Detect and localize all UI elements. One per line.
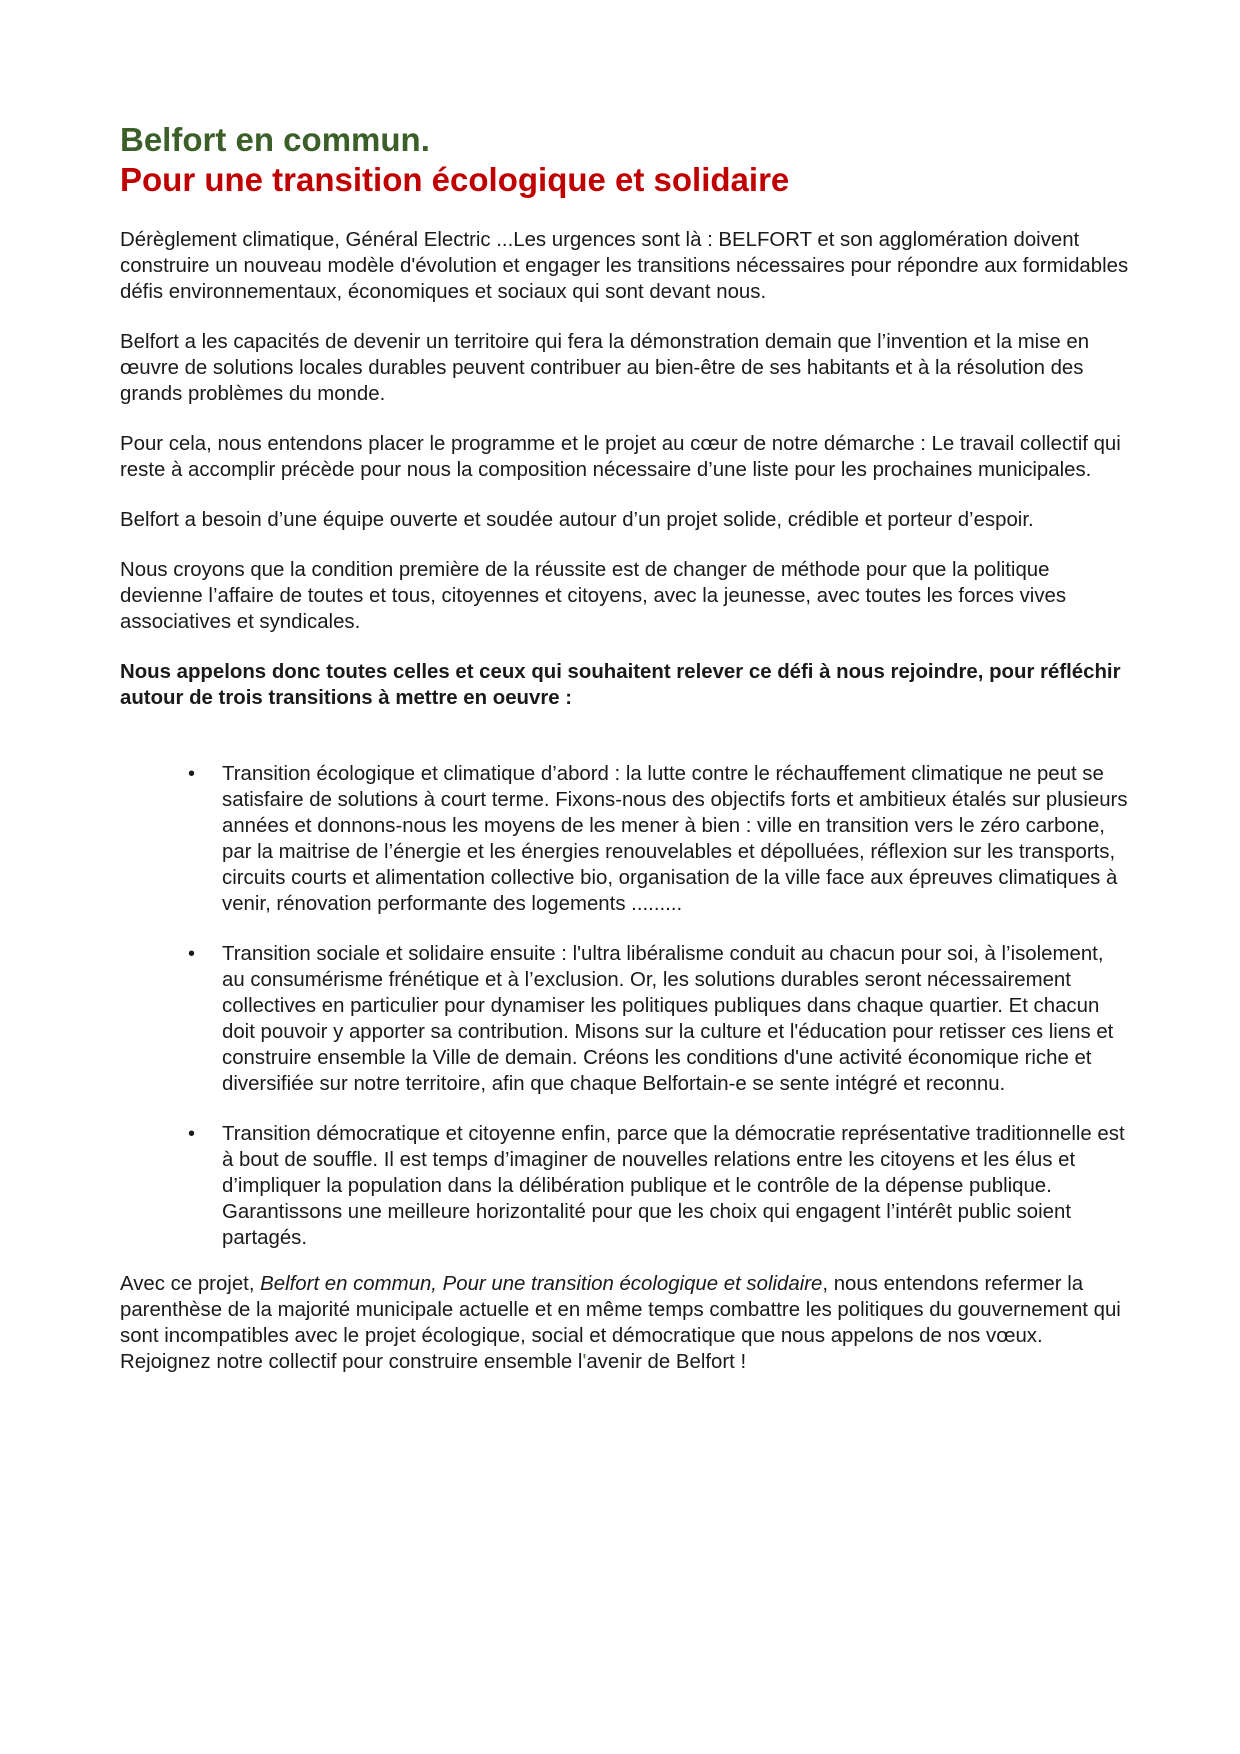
closing-suffix: , nous entendons refermer la parenthèse de la majorité municipale actuelle et en même temps combattre les politiques du gouvernement qui sont incompatibles avec le projet écologique, social et démocratique que nous appelons de nos vœux. (120, 1273, 1121, 1347)
call-to-action: Nous appelons donc toutes celles et ceux qui souhaitent relever ce défi à nous rejoindre, pour réfléchir autour de trois transitions à mettre en oeuvre : (120, 661, 1121, 709)
list-item-text: Transition sociale et solidaire ensuite : l'ultra libéralisme conduit au chacun pour soi, à l’isolement, au consumérisme frénétique et à l’exclusion. Or, les solutions durables seront nécessairement collectives en particulier pour dynamiser les politiques publiques dans chaque quartier. Et chacun doit pouvoir y apporter sa contribution. Misons sur la culture et l'éducation pour retisser ces liens et construire ensemble la Ville de demain. Créons les conditions d'une activité économique riche et diversifiée sur notre territoire, afin que chaque Belfortain-e se sente intégré et reconnu. (222, 943, 1114, 1095)
title-line-1: Belfort en commun. (120, 121, 430, 158)
bullet-icon: • (188, 763, 196, 785)
document-page (120, 120, 1130, 1375)
list-item-democratic (120, 1121, 1130, 1251)
closing-final-line (120, 1349, 1130, 1375)
bullet-icon: • (188, 943, 196, 965)
list-item-text: Transition écologique et climatique d’abord : la lutte contre le réchauffement climatique ne peut se satisfaire de solutions à court terme. Fixons-nous des objectifs forts et ambitieux étalés sur plusieurs années et donnons-nous les moyens de les mener à bien : ville en transition vers le zéro carbone, par la maitrise de l’énergie et les énergies renouvelables et dépolluées, réflexion sur les transports, circuits courts et alimentation collective bio, organisation de la ville face aux épreuves climatiques à venir, rénovation performante des logements ......... (222, 763, 1128, 915)
paragraph-team: Belfort a besoin d’une équipe ouverte et soudée autour d’un projet solide, crédible et porteur d’espoir. (120, 509, 1034, 531)
list-item-ecological (120, 761, 1130, 917)
title-line-2: Pour une transition écologique et solidaire (120, 161, 790, 198)
closing-italic-title: Belfort en commun, Pour une transition écologique et solidaire (260, 1273, 823, 1295)
closing-prefix: Avec ce projet, (120, 1273, 261, 1295)
transitions-list (120, 761, 1130, 1251)
list-item-social (120, 941, 1130, 1097)
final-line-part2: avenir de Belfort ! (586, 1351, 747, 1373)
closing-paragraph (120, 1271, 1130, 1349)
paragraph-intro: Dérèglement climatique, Général Electric ...Les urgences sont là : BELFORT et son agglomération doivent construire un nouveau modèle d'évolution et engager les transitions nécessaires pour répondre aux formidables défis environnementaux, économiques et sociaux qui sont devant nous. (120, 229, 1129, 303)
paragraph-method: Nous croyons que la condition première de la réussite est de changer de méthode pour que la politique devienne l’affaire de toutes et tous, citoyennes et citoyens, avec la jeunesse, avec toutes les forces vives associatives et syndicales. (120, 559, 1067, 633)
final-line-part1: Rejoignez notre collectif pour construire ensemble l (120, 1351, 583, 1373)
paragraph-programme: Pour cela, nous entendons placer le programme et le projet au cœur de notre démarche : Le travail collectif qui reste à accomplir précède pour nous la composition nécessaire d’une liste pour les prochaines municipales. (120, 433, 1121, 481)
paragraph-capacities: Belfort a les capacités de devenir un territoire qui fera la démonstration demain que l’invention et la mise en œuvre de solutions locales durables peuvent contribuer au bien-être de ses habitants et à la résolution des grands problèmes du monde. (120, 331, 1090, 405)
list-item-text: Transition démocratique et citoyenne enfin, parce que la démocratie représentative traditionnelle est à bout de souffle. Il est temps d’imaginer de nouvelles relations entre les citoyens et les élus et d’impliquer la population dans la délibération publique et le contrôle de la dépense publique. Garantissons une meilleure horizontalité pour que les choix qui engagent l’intérêt public soient partagés. (222, 1123, 1125, 1249)
bullet-icon: • (188, 1123, 196, 1145)
final-line-apostrophe: ' (582, 1351, 587, 1373)
